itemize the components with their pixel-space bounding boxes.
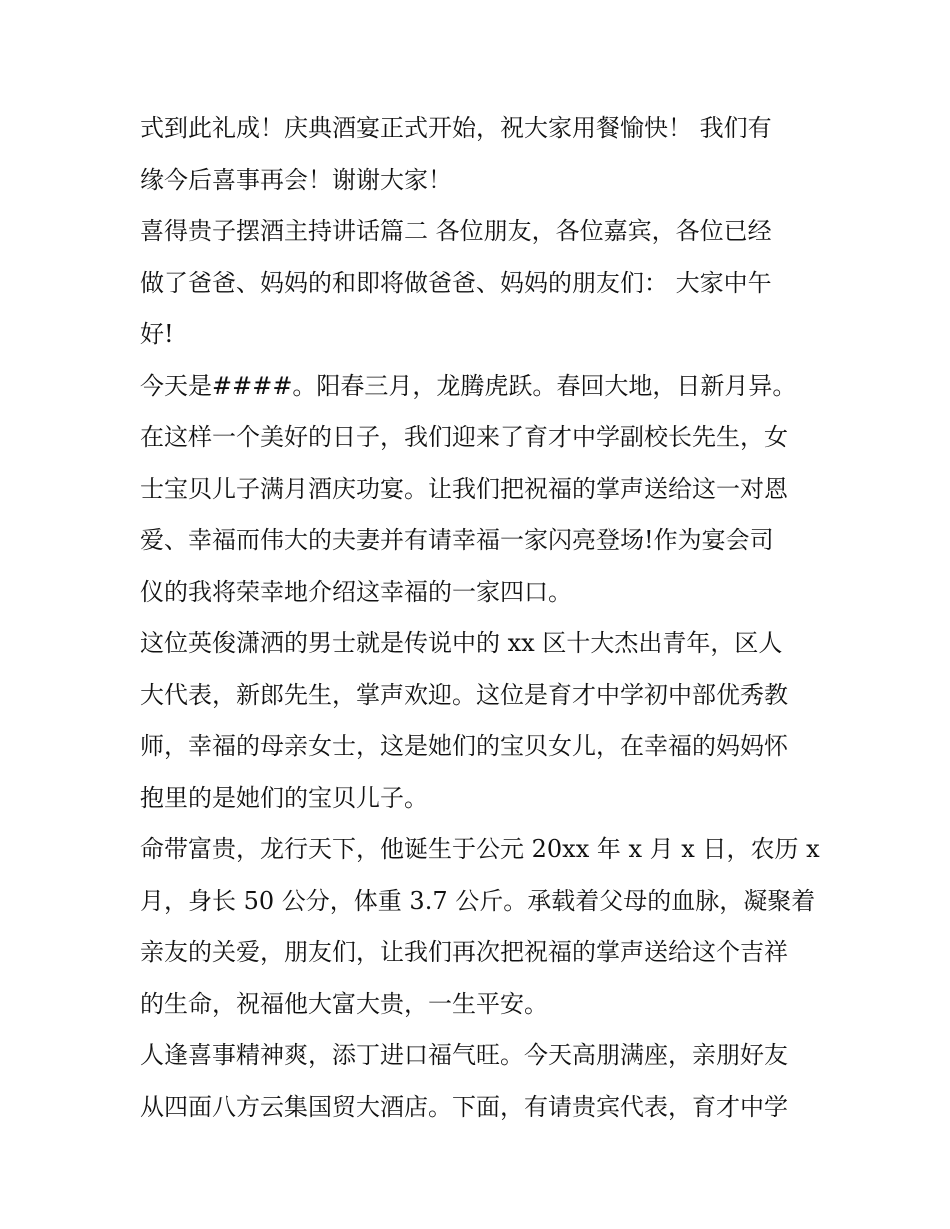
- paragraph-today: [140, 361, 815, 619]
- text-line: 大代表，新郎先生，掌声欢迎。这位是育才中学初中部优秀教: [140, 680, 788, 709]
- text-line: 仪的我将荣幸地介绍这幸福的一家四口。: [140, 577, 572, 606]
- text-line: 做了爸爸、妈妈的和即将做爸爸、妈妈的朋友们： 大家中午: [140, 268, 772, 297]
- paragraph-family-intro: [140, 618, 815, 824]
- text-line: 命带富贵，龙行天下，他诞生于公元 20xx 年 x 月 x 日，农历 x: [140, 835, 820, 863]
- document-body: [140, 103, 820, 1133]
- paragraph-speech-opening: [140, 206, 815, 361]
- text-line: 士宝贝儿子满月酒庆功宴。让我们把祝福的掌声送给这一对恩: [140, 474, 788, 503]
- paragraph-ceremony-closing: [140, 103, 815, 206]
- text-line: 这位英俊潇洒的男士就是传说中的 xx 区十大杰出青年，区人: [140, 629, 783, 657]
- text-line: 式到此礼成！庆典酒宴正式开始，祝大家用餐愉快！ 我们有: [140, 114, 772, 142]
- text-line: 月，身长 50 公分，体重 3.7 公斤。承载着父母的血脉，凝聚着: [140, 886, 816, 915]
- text-line: 爱、幸福而伟大的夫妻并有请幸福一家闪亮登场!作为宴会司: [140, 526, 774, 554]
- text-line: 今天是####。阳春三月，龙腾虎跃。春回大地，日新月异。: [140, 371, 797, 400]
- text-line: 喜得贵子摆酒主持讲话篇二 各位朋友，各位嘉宾，各位已经: [140, 217, 772, 245]
- text-line: 好!: [140, 320, 174, 348]
- text-line: 师，幸福的母亲女士，这是她们的宝贝女儿，在幸福的妈妈怀: [140, 732, 788, 760]
- paragraph-guests: [140, 1030, 815, 1133]
- paragraph-baby-birth: [140, 824, 820, 1030]
- text-line: 缘今后喜事再会！谢谢大家！: [140, 165, 452, 194]
- text-line: 人逢喜事精神爽，添丁进口福气旺。今天高朋满座，亲朋好友: [140, 1041, 788, 1069]
- text-line: 的生命，祝福他大富大贵，一生平安。: [140, 989, 548, 1018]
- text-line: 从四面八方云集国贸大酒店。下面，有请贵宾代表，育才中学: [140, 1092, 788, 1121]
- text-line: 亲友的关爱，朋友们，让我们再次把祝福的掌声送给这个吉祥: [140, 938, 788, 966]
- text-line: 在这样一个美好的日子，我们迎来了育才中学副校长先生，女: [140, 423, 788, 451]
- text-line: 抱里的是她们的宝贝儿子。: [140, 783, 428, 812]
